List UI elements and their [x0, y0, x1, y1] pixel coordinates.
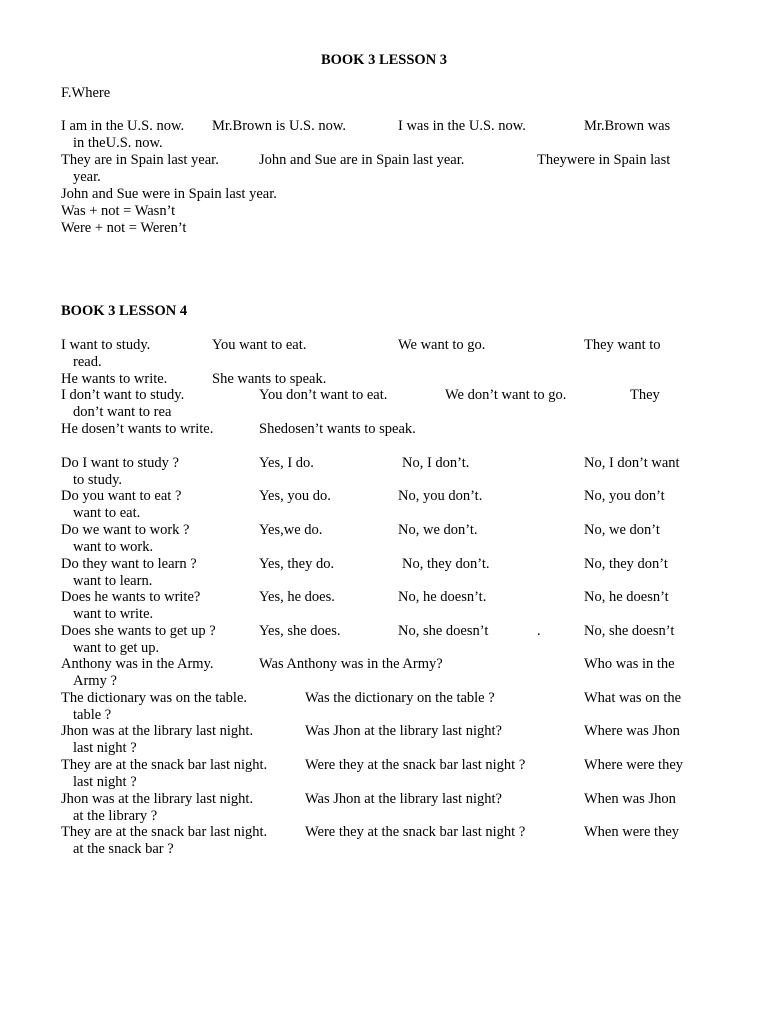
sentence: I want to study.: [61, 337, 151, 353]
short-answer-no: No, they don’t.: [402, 556, 490, 572]
sentence: They want to: [584, 337, 661, 353]
sentence-continuation: want to eat.: [73, 505, 141, 521]
past-row: [61, 757, 711, 791]
question: Do they want to learn ?: [61, 556, 197, 572]
sentence: You don’t want to eat.: [259, 387, 388, 403]
full-answer: No, they don’t: [584, 556, 668, 572]
question-row: [61, 623, 711, 657]
sentence-continuation: want to get up.: [73, 640, 160, 656]
question: Does she wants to get up ?: [61, 623, 216, 639]
sentence: Mr.Brown is U.S. now.: [212, 118, 347, 134]
lesson4-title: BOOK 3 LESSON 4: [61, 303, 188, 319]
past-row: [61, 656, 711, 690]
sentence: Theywere in Spain last: [537, 152, 671, 168]
lesson4-row: [61, 387, 711, 421]
sentence: You want to eat.: [212, 337, 307, 353]
lesson4-row: [61, 337, 711, 371]
short-answer-yes: Yes, they do.: [259, 556, 335, 572]
sentence-continuation: want to work.: [73, 539, 154, 555]
sentence-continuation: year.: [73, 169, 101, 185]
sentence: I was in the U.S. now.: [398, 118, 526, 134]
sentence: He dosen’t wants to write.: [61, 421, 214, 437]
past-row: [61, 690, 711, 724]
yes-no-question: Were they at the snack bar last night ?: [305, 824, 526, 840]
sentence-continuation: to study.: [73, 472, 123, 488]
statement: They are at the snack bar last night.: [61, 757, 268, 773]
short-answer-yes: Yes,we do.: [259, 522, 323, 538]
short-answer-no: No, she doesn’t: [398, 623, 489, 639]
yes-no-question: Was Jhon at the library last night?: [305, 723, 502, 739]
sentence-continuation: last night ?: [73, 740, 137, 756]
past-row: [61, 824, 711, 858]
short-answer-no: No, we don’t.: [398, 522, 478, 538]
sentence: Shedosen’t wants to speak.: [259, 421, 416, 437]
stray-period: .: [537, 623, 541, 639]
lesson4-row: [61, 421, 711, 438]
full-answer: No, we don’t: [584, 522, 660, 538]
sentence-continuation: read.: [73, 354, 102, 370]
sentence: They are in Spain last year.: [61, 152, 219, 168]
full-answer: No, she doesn’t: [584, 623, 675, 639]
sentence-continuation: want to write.: [73, 606, 154, 622]
lesson3-title: BOOK 3 LESSON 3: [320, 52, 448, 68]
sentence: We don’t want to go.: [445, 387, 567, 403]
sentence-continuation: table ?: [73, 707, 112, 723]
yes-no-question: Was Jhon at the library last night?: [305, 791, 502, 807]
statement: The dictionary was on the table.: [61, 690, 248, 706]
question: Do you want to eat ?: [61, 488, 182, 504]
question-row: [61, 522, 711, 556]
sentence: John and Sue are in Spain last year.: [259, 152, 465, 168]
statement: Jhon was at the library last night.: [61, 723, 254, 739]
wh-question: Where was Jhon: [584, 723, 680, 739]
question: Do I want to study ?: [61, 455, 179, 471]
past-row: [61, 723, 711, 757]
sentence: I don’t want to study.: [61, 387, 185, 403]
short-answer-yes: Yes, I do.: [259, 455, 314, 471]
sentence: Mr.Brown was: [584, 118, 671, 134]
question-row: [61, 488, 711, 522]
wh-question: What was on the: [584, 690, 682, 706]
wh-question: Who was in the: [584, 656, 675, 672]
statement: Anthony was in the Army.: [61, 656, 214, 672]
short-answer-no: No, he doesn’t.: [398, 589, 487, 605]
yes-no-question: Was Anthony was in the Army?: [259, 656, 443, 672]
short-answer-no: No, I don’t.: [402, 455, 470, 471]
past-row: [61, 791, 711, 825]
full-answer: No, he doesn’t: [584, 589, 669, 605]
sentence-continuation: Army ?: [73, 673, 117, 689]
statement: They are at the snack bar last night.: [61, 824, 268, 840]
sentence-continuation: don’t want to rea: [73, 404, 172, 420]
sentence-continuation: at the snack bar ?: [73, 841, 174, 857]
rule-line: Were + not = Weren’t: [61, 220, 187, 236]
sentence-continuation: at the library ?: [73, 808, 158, 824]
full-answer: No, I don’t want: [584, 455, 680, 471]
short-answer-no: No, you don’t.: [398, 488, 483, 504]
sentence: They: [630, 387, 660, 403]
question-row: [61, 589, 711, 623]
statement: Jhon was at the library last night.: [61, 791, 254, 807]
sentence: He wants to write.: [61, 371, 168, 387]
short-answer-yes: Yes, you do.: [259, 488, 331, 504]
sentence: I am in the U.S. now.: [61, 118, 185, 134]
wh-question: When was Jhon: [584, 791, 676, 807]
lesson3-row: [61, 118, 711, 152]
lesson3-row: [61, 152, 711, 186]
sentence: We want to go.: [398, 337, 486, 353]
sentence-continuation: last night ?: [73, 774, 137, 790]
question-row: [61, 556, 711, 590]
short-answer-yes: Yes, he does.: [259, 589, 335, 605]
sentence: She wants to speak.: [212, 371, 327, 387]
question: Do we want to work ?: [61, 522, 190, 538]
rule-line: Was + not = Wasn’t: [61, 203, 176, 219]
yes-no-question: Were they at the snack bar last night ?: [305, 757, 526, 773]
lesson4-row: [61, 371, 711, 388]
wh-question: When were they: [584, 824, 680, 840]
wh-question: Where were they: [584, 757, 684, 773]
section-heading: F.Where: [61, 85, 111, 101]
sentence-continuation: in theU.S. now.: [73, 135, 163, 151]
question: Does he wants to write?: [61, 589, 201, 605]
yes-no-question: Was the dictionary on the table ?: [305, 690, 495, 706]
full-answer: No, you don’t: [584, 488, 665, 504]
sentence-continuation: want to learn.: [73, 573, 153, 589]
sentence: John and Sue were in Spain last year.: [61, 186, 277, 202]
question-row: [61, 455, 711, 489]
short-answer-yes: Yes, she does.: [259, 623, 341, 639]
